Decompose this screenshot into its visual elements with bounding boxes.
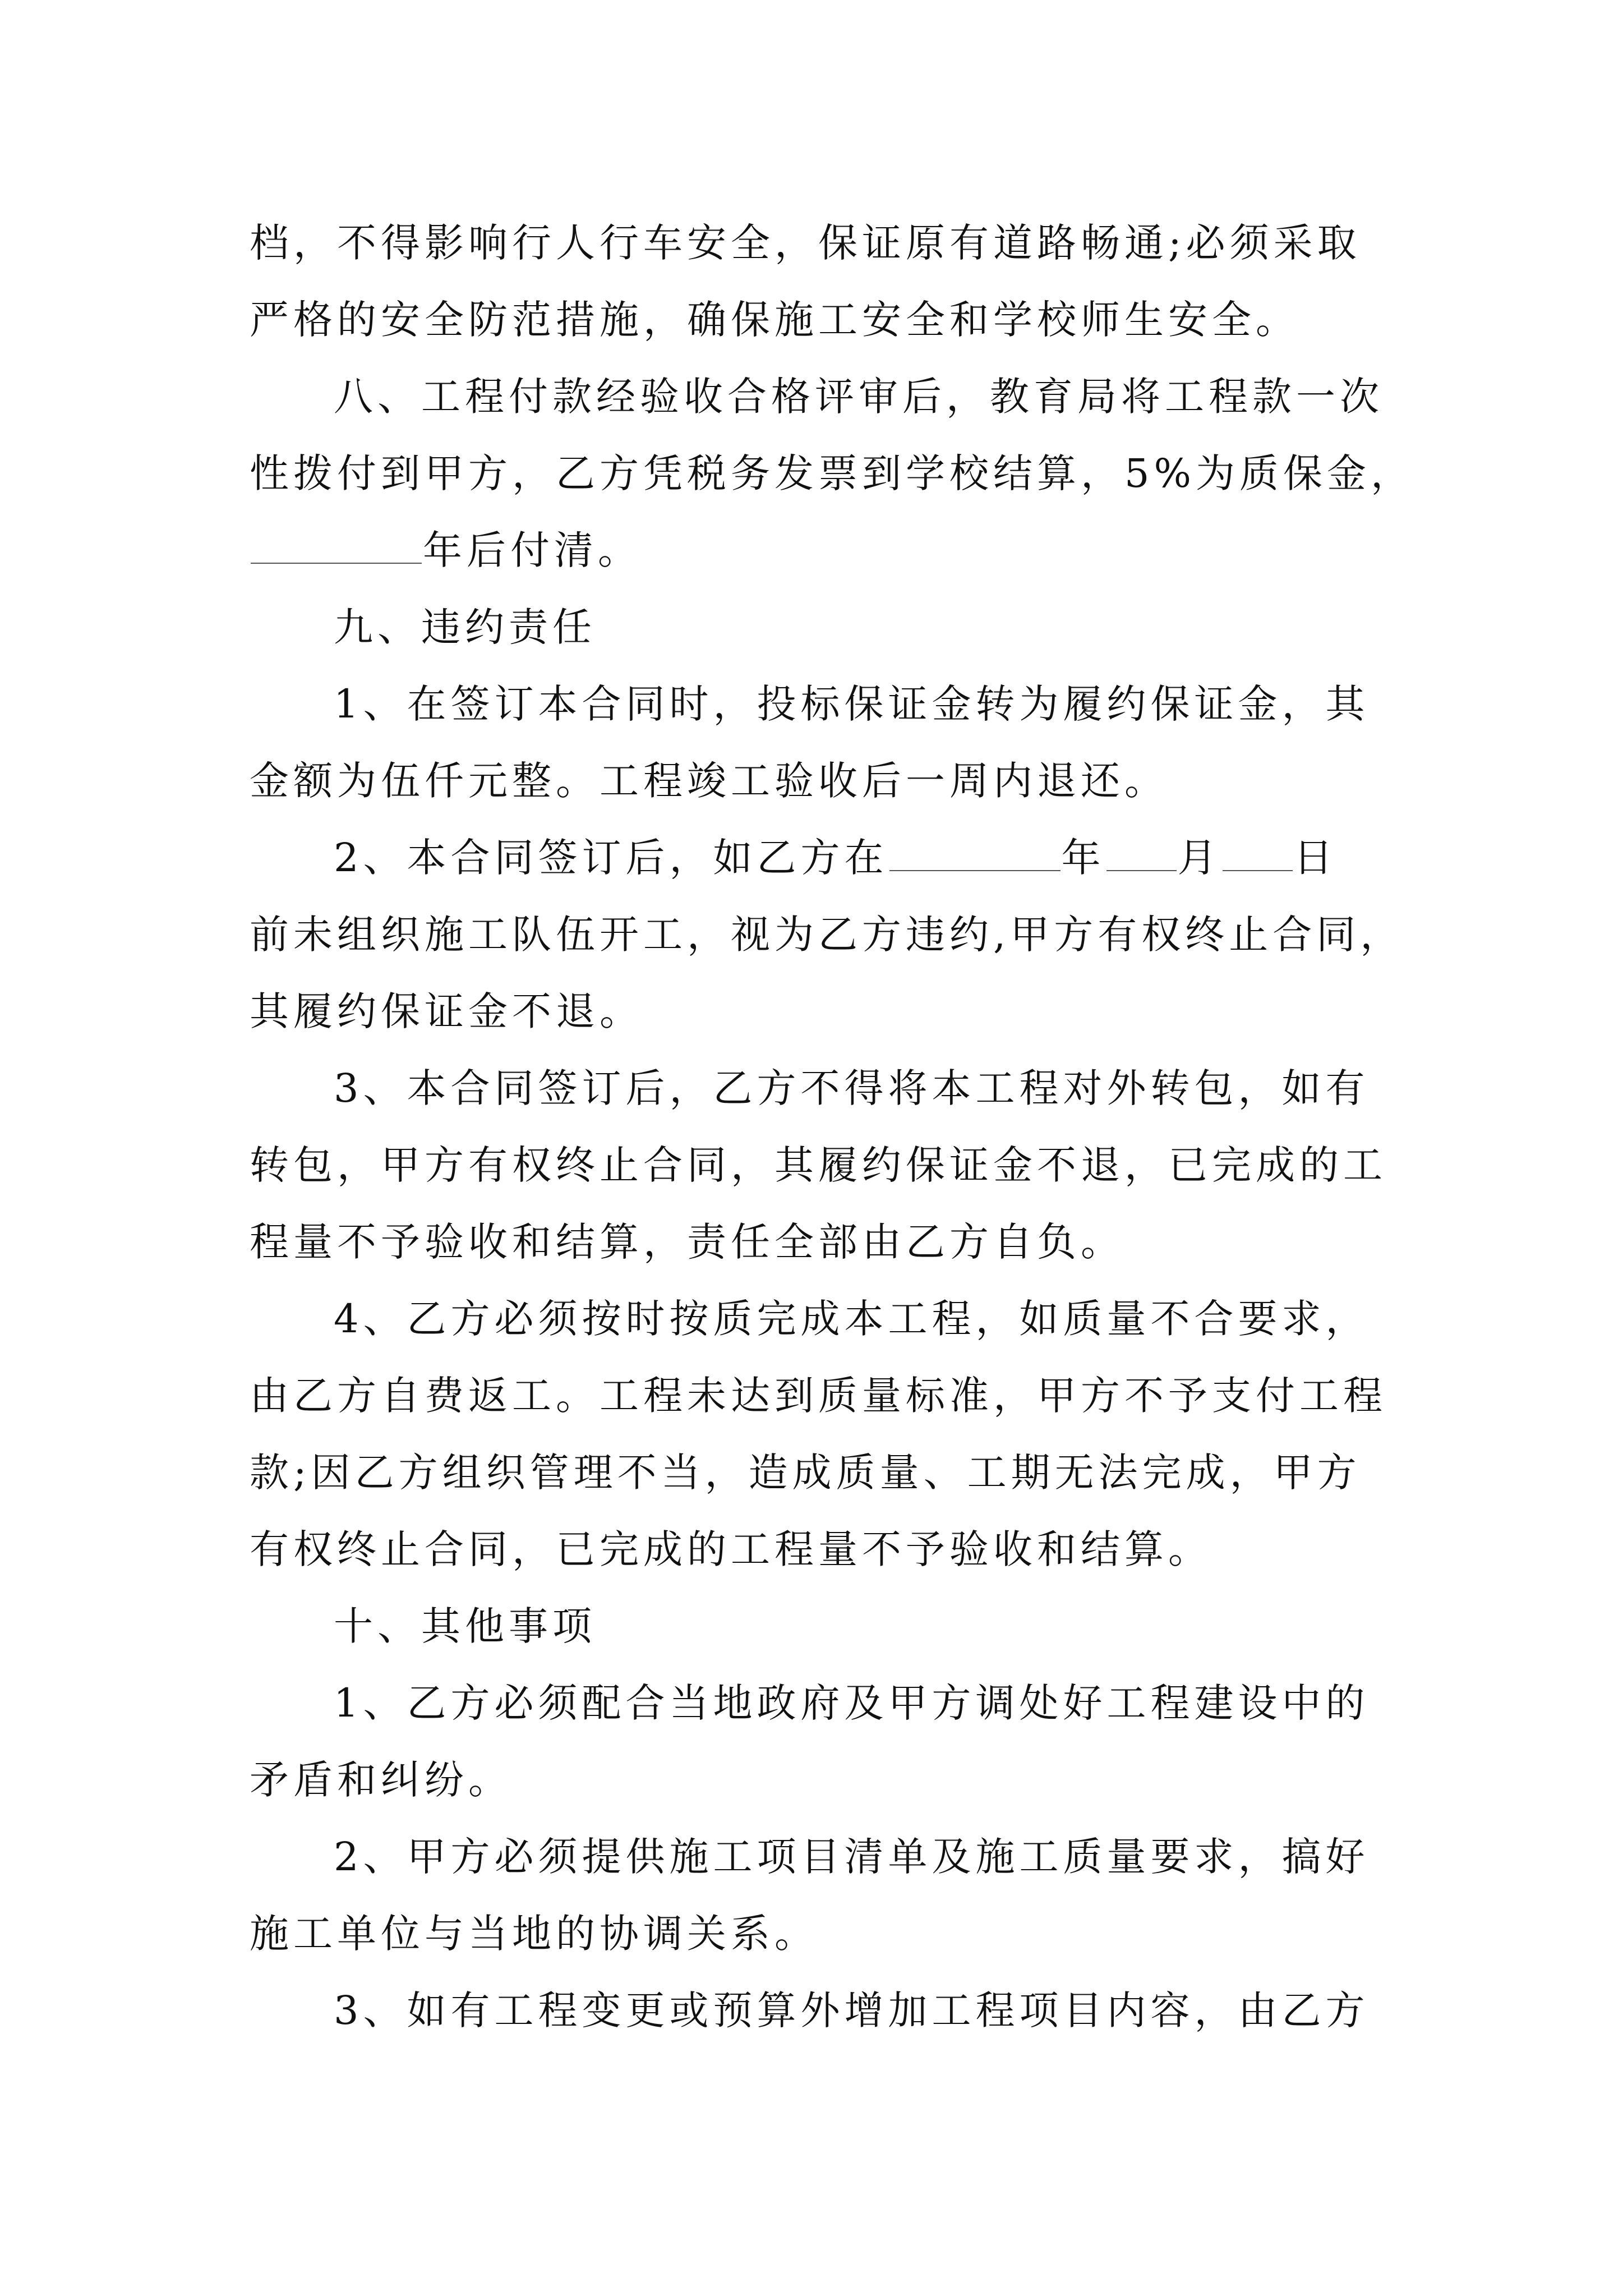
fill-in-blank	[251, 530, 422, 564]
clause-9-item-4: 4、乙方必须按时按质完成本工程，如质量不合要求，	[334, 1296, 1370, 1342]
text-line: 金额为伍仟元整。工程竣工验收后一周内退还。	[250, 758, 1168, 804]
text-line: 前未组织施工队伍开工，视为乙方违约,甲方有权终止合同，	[250, 912, 1404, 958]
clause-10-item-3: 3、如有工程变更或预算外增加工程项目内容，由乙方	[334, 1987, 1370, 2033]
text-line: 档，不得影响行人行车安全，保证原有道路畅通;必须采取	[250, 220, 1361, 266]
text-line-with-blank	[250, 512, 1382, 589]
text-line: 由乙方自费返工。工程未达到质量标准，甲方不予支付工程	[250, 1373, 1387, 1419]
text-line: 矛盾和纠纷。	[250, 1757, 512, 1803]
clause-9-item-2	[250, 820, 1382, 896]
clause-9-item-1: 1、在签订本合同时，投标保证金转为履约保证金，其	[334, 681, 1370, 727]
clause-8-payment: 八、工程付款经验收合格评审后，教育局将工程款一次	[334, 374, 1384, 420]
text-line: 性拨付到甲方，乙方凭税务发票到学校结算，5%为质保金，	[250, 450, 1415, 496]
text-line: 有权终止合同，已完成的工程量不予验收和结算。	[250, 1526, 1212, 1572]
contract-body-text	[250, 205, 1415, 2049]
clause-10-heading: 十、其他事项	[334, 1603, 596, 1649]
text-line: 转包，甲方有权终止合同，其履约保证金不退，已完成的工	[250, 1142, 1387, 1188]
clause-10-item-2: 2、甲方必须提供施工项目清单及施工质量要求，搞好	[334, 1834, 1370, 1880]
day-label: 日	[1293, 835, 1338, 881]
text-fragment: 2、本合同签订后，如乙方在	[334, 835, 888, 881]
clause-10-item-1: 1、乙方必须配合当地政府及甲方调处好工程建设中的	[334, 1680, 1370, 1726]
text-line: 程量不予验收和结算，责任全部由乙方自负。	[250, 1219, 1124, 1265]
text-line: 其履约保证金不退。	[250, 988, 643, 1034]
day-blank	[1223, 838, 1293, 871]
text-fragment: 年后付清。	[423, 527, 642, 573]
text-line: 严格的安全防范措施，确保施工安全和学校师生安全。	[250, 297, 1299, 343]
month-label: 月	[1177, 835, 1221, 881]
month-blank	[1106, 838, 1177, 871]
clause-9-item-3: 3、本合同签订后，乙方不得将本工程对外转包，如有	[334, 1065, 1370, 1111]
text-line: 施工单位与当地的协调关系。	[250, 1911, 818, 1957]
year-blank	[889, 838, 1061, 871]
text-line: 款;因乙方组织管理不当，造成质量、工期无法完成，甲方	[250, 1450, 1361, 1496]
year-label: 年	[1061, 835, 1105, 881]
clause-9-heading: 九、违约责任	[334, 604, 596, 650]
